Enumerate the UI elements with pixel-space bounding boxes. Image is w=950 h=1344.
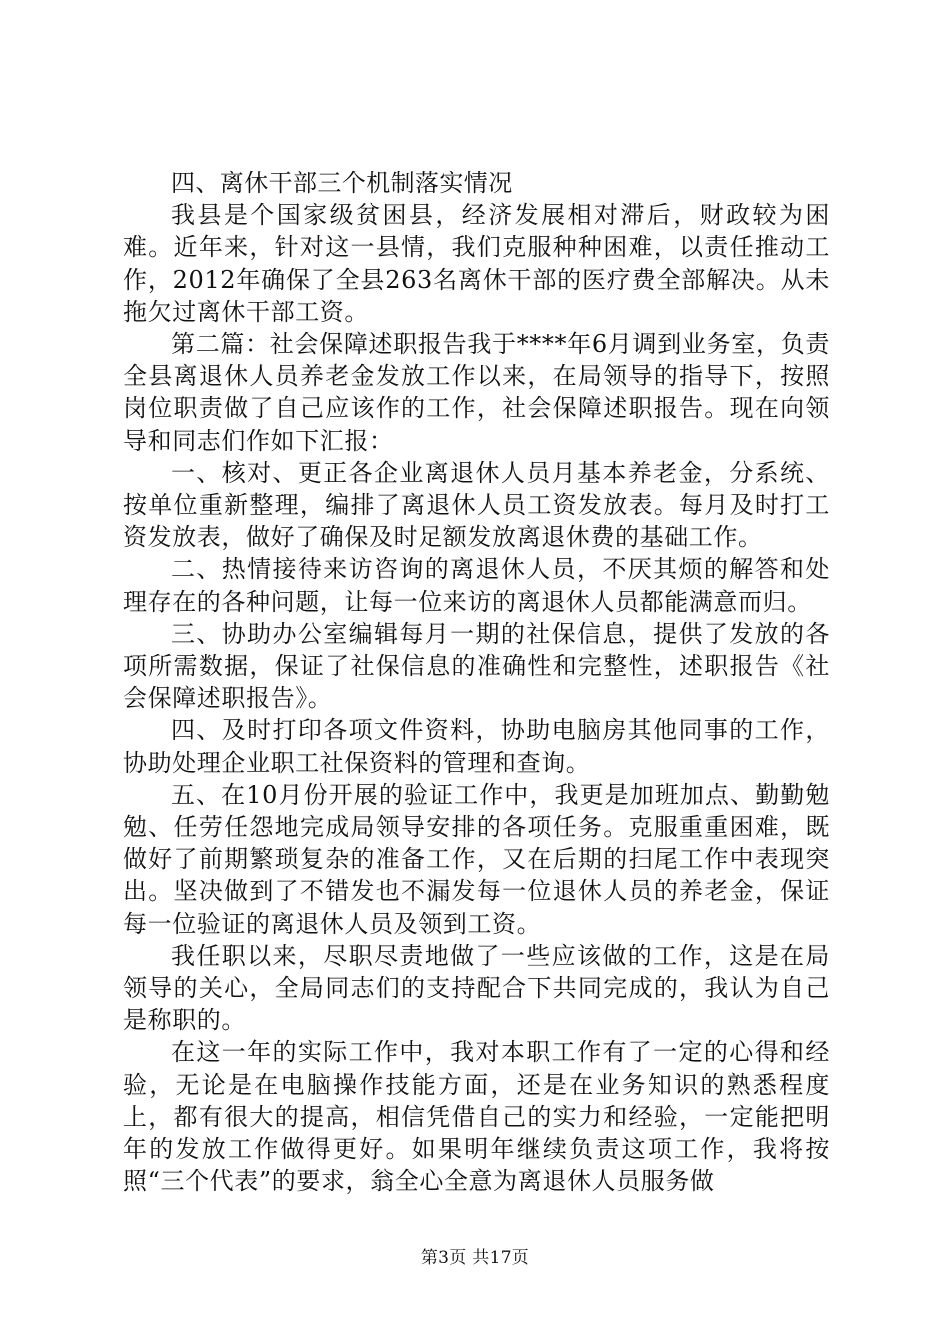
paragraph-county-situation: 我县是个国家级贫困县，经济发展相对滞后，财政较为困难。近年来，针对这一县情，我们克服种种困难，以责任推动工作，2012年确保了全县263名离休干部的医疗费全部解决。从未拖欠过离休干部工资。 bbox=[123, 201, 830, 326]
paragraph-experience: 在这一年的实际工作中，我对本职工作有了一定的心得和经验，无论是在电脑操作技能方面，还是在业务知识的熟悉程度上，都有很大的提高，相信凭借自己的实力和经验，一定能把明年的发放工作做得更好。如果明年继续负责这项工作，我将按照“三个代表”的要求，翁全心全意为离退休人员服务做 bbox=[123, 1038, 830, 1196]
paragraph-item-five: 五、在10月份开展的验证工作中，我更是加班加点、勤勤勉勉、任劳任怨地完成局领导安排的各项任务。克服重重困难，既做好了前期繁琐复杂的准备工作，又在后期的扫尾工作中表现突出。坚决做到了不错发也不漏发每一位退休人员的养老金，保证每一位验证的离退休人员及领到工资。 bbox=[123, 780, 830, 938]
paragraph-second-article-intro: 第二篇：社会保障述职报告我于****年6月调到业务室，负责全县离退休人员养老金发放工作以来，在局领导的指导下，按照岗位职责做了自己应该作的工作，社会保障述职报告。现在向领导和同志们作如下汇报： bbox=[123, 330, 830, 455]
page-number-footer: 第3页 共17页 bbox=[420, 1248, 530, 1268]
paragraph-item-four: 四、及时打印各项文件资料，协助电脑房其他同事的工作，协助处理企业职工社保资料的管理和查询。 bbox=[123, 716, 830, 777]
paragraph-self-assessment: 我任职以来，尽职尽责地做了一些应该做的工作，这是在局领导的关心，全局同志们的支持配合下共同完成的，我认为自己是称职的。 bbox=[123, 941, 830, 1035]
paragraph-item-one: 一、核对、更正各企业离退休人员月基本养老金，分系统、按单位重新整理，编排了离退休人员工资发放表。每月及时打工资发放表，做好了确保及时足额发放离退休费的基础工作。 bbox=[123, 458, 830, 552]
paragraph-item-two: 二、热情接待来访咨询的离退休人员，不厌其烦的解答和处理存在的各种问题，让每一位来访的离退休人员都能满意而归。 bbox=[123, 555, 830, 616]
section-heading: 四、离休干部三个机制落实情况 bbox=[171, 169, 513, 197]
paragraph-item-three: 三、协助办公室编辑每月一期的社保信息，提供了发放的各项所需数据，保证了社保信息的准确性和完整性，述职报告《社会保障述职报告》。 bbox=[123, 619, 830, 713]
